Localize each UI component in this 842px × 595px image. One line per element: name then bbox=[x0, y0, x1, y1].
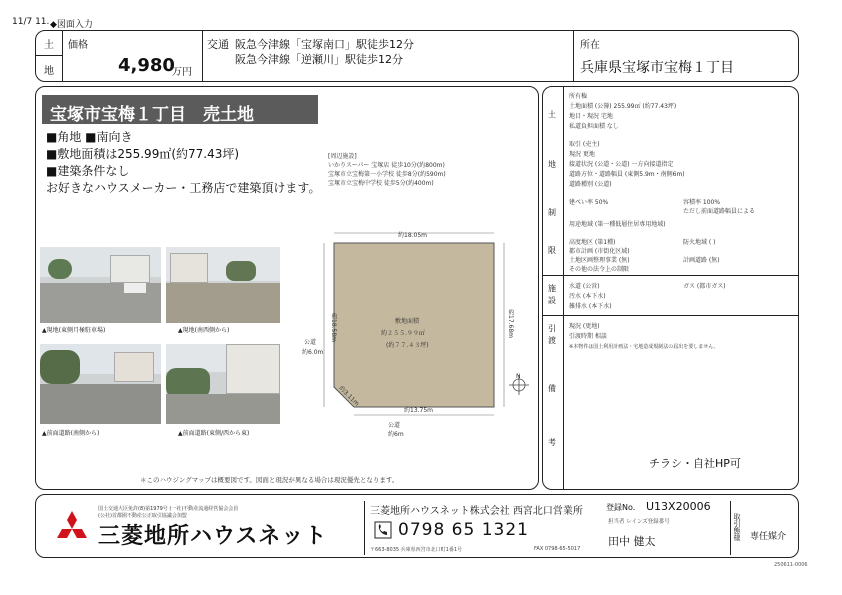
spec-row-19: その他の法令上の制限 bbox=[569, 266, 630, 273]
nearby-1: いかりスーパー 宝塚店 徒歩10分(約800m) bbox=[328, 162, 445, 169]
road-bottom-width: 約6m bbox=[388, 431, 404, 438]
nearby-title: [周辺施設] bbox=[328, 153, 357, 160]
phone-number: 0798 65 1321 bbox=[398, 520, 529, 540]
nearby-2: 宝塚市立宝梅第一小学校 徒歩8分(約590m) bbox=[328, 171, 446, 178]
spec-row-9: 道路種別 (公道) bbox=[569, 181, 612, 188]
reg-label: 登録No. bbox=[606, 503, 636, 512]
feature-4: お好きなハウスメーカー・工務店で建築頂けます。 bbox=[46, 181, 321, 195]
spec-row-3: 地目・現況 宅地 bbox=[569, 113, 613, 120]
location-value: 兵庫県宝塚市宝梅１丁目 bbox=[580, 60, 734, 76]
feature-1: ■角地 ■南向き bbox=[46, 130, 133, 144]
util-2: ガス (都市ガス) bbox=[683, 283, 726, 290]
price-unit: 万円 bbox=[172, 67, 192, 78]
caption-4: ▲前面道路(東側/西から東) bbox=[178, 430, 250, 437]
fax-number: FAX 0798-65-5017 bbox=[534, 546, 581, 552]
reg-number: U13X20006 bbox=[646, 500, 711, 513]
spec-panel bbox=[542, 86, 799, 490]
sec-land-4: 限 bbox=[548, 246, 556, 255]
caption-1: ▲現地(東側月極駐車場) bbox=[42, 327, 106, 334]
site-area-title: 敷地面積 bbox=[395, 318, 420, 325]
spec-row-18: 計画道路 (無) bbox=[683, 257, 720, 264]
spec-row-6: 現況 更地 bbox=[569, 151, 595, 158]
dim-right: 約17.68m bbox=[507, 309, 514, 339]
location-label: 所在 bbox=[580, 40, 600, 51]
feature-2: ■敷地面積は255.99㎡(約77.43坪) bbox=[46, 147, 240, 161]
category-char-1: 土 bbox=[44, 40, 54, 51]
util-1: 水道 (公営) bbox=[569, 283, 600, 290]
photo-road-east bbox=[166, 344, 280, 424]
price-value: 4,980 bbox=[118, 55, 175, 76]
spec-row-8: 道路方位・道路幅員 (東側5.9m・南側6m) bbox=[569, 171, 685, 178]
license-line-1: 国土交通大臣免許(8)第1979号 (一社)不動産流通経営協会会員 bbox=[98, 506, 239, 512]
road-left-width: 約6.0m bbox=[302, 349, 324, 356]
util-4: 雑排水 (本下水) bbox=[569, 303, 612, 310]
transport-line-1: 阪急今津線「宝塚南口」駅徒歩12分 bbox=[235, 38, 414, 51]
category-char-2: 地 bbox=[44, 66, 54, 77]
dim-top: 約18.05m bbox=[398, 232, 428, 239]
photo-road-south bbox=[40, 344, 161, 424]
spec-row-14: 高度地区 (第1種) bbox=[569, 239, 616, 246]
company-name: 三菱地所ハウスネット株式会社 西宮北口営業所 bbox=[370, 506, 583, 517]
sec-remarks-4: 考 bbox=[548, 438, 556, 447]
sec-remarks-2: 渡 bbox=[548, 336, 556, 345]
timestamp: 11/7 11. bbox=[12, 17, 50, 27]
site-area-tsubo: (約７７.４３坪) bbox=[386, 342, 429, 349]
road-bottom-label: 公道 bbox=[388, 422, 401, 429]
footer-box bbox=[35, 494, 799, 558]
feature-3: ■建築条件なし bbox=[46, 164, 130, 178]
sec-remarks-1: 引 bbox=[548, 324, 556, 333]
dim-bottom: 約13.75m bbox=[404, 407, 434, 414]
dim-left: 約18.58m bbox=[330, 313, 337, 343]
caption-2: ▲現地(南西側から) bbox=[178, 327, 230, 334]
spec-row-11: 容積率 100% bbox=[683, 199, 721, 206]
remark-1: 現況 (更地) bbox=[569, 323, 600, 330]
dim-corner: 約3.11m bbox=[337, 384, 361, 408]
sec-land-2: 地 bbox=[548, 160, 556, 169]
header-title: ◆図面入力 bbox=[50, 20, 93, 30]
trade-label: 取引態様 bbox=[733, 513, 741, 541]
road-left-label: 公道 bbox=[304, 339, 317, 346]
license-line-2: (公社)首都圏不動産公正取引協議会加盟 bbox=[98, 513, 187, 519]
document-id: 250611-0006 bbox=[774, 562, 808, 568]
remark-3: ※本物件は国土利用計画法・宅地造成規制法の届出を要しません。 bbox=[569, 344, 719, 350]
spec-row-7: 接道状況 (公道・公道) 一方向接道指定 bbox=[569, 161, 674, 168]
site-plan bbox=[284, 221, 534, 431]
caption-3: ▲前面道路(南側から) bbox=[42, 430, 100, 437]
photo-site-east bbox=[40, 247, 161, 323]
north-label: N bbox=[516, 373, 521, 380]
map-note: ＊このハウジングマップは概要図です。図面と現況が異なる場合は現況優先となります。 bbox=[140, 476, 399, 484]
sec-land-1: 土 bbox=[548, 110, 556, 119]
lot-shape bbox=[334, 243, 494, 407]
spec-row-12: ただし前面道路幅員による bbox=[683, 208, 756, 215]
remark-2: 引渡時期 相談 bbox=[569, 333, 607, 340]
site-area-m2: 約２５５.９９㎡ bbox=[381, 330, 425, 337]
flyer-note: チラシ・自社HP可 bbox=[649, 457, 741, 470]
phone-icon bbox=[374, 521, 392, 539]
sec-land-3: 制 bbox=[548, 208, 556, 217]
spec-row-13: 用途地域 (第一種低層住居専用地域) bbox=[569, 221, 666, 228]
listing-title: 宝塚市宝梅１丁目 売土地 bbox=[50, 105, 254, 125]
sec-remarks-3: 備 bbox=[548, 384, 556, 393]
spec-row-1: 所有権 bbox=[569, 93, 588, 100]
sec-util-1: 施 bbox=[548, 284, 556, 293]
transport-line-2: 阪急今津線「逆瀬川」駅徒歩12分 bbox=[235, 53, 403, 66]
price-label: 価格 bbox=[68, 40, 88, 51]
sec-util-2: 設 bbox=[548, 296, 556, 305]
company-logo-text: 三菱地所ハウスネット bbox=[98, 524, 328, 549]
spec-row-16: 都市計画 (市街化区域) bbox=[569, 248, 630, 255]
main-panel bbox=[35, 86, 539, 490]
spec-row-2: 土地面積 (公簿) 255.99㎡ (約77.43坪) bbox=[569, 103, 677, 110]
util-3: 汚水 (本下水) bbox=[569, 293, 606, 300]
sub-info: 担当者 レインズ登録番号 bbox=[608, 519, 670, 525]
spec-row-15: 防火地域 ( ) bbox=[683, 239, 716, 246]
staff-name: 田中 健太 bbox=[608, 535, 656, 548]
transport-label: 交通 bbox=[207, 38, 229, 51]
spec-row-4: 私道負担面積 なし bbox=[569, 123, 619, 130]
trade-value: 専任媒介 bbox=[750, 532, 787, 542]
spec-row-10: 建ぺい率 50% bbox=[569, 199, 609, 206]
mitsubishi-logo-icon bbox=[50, 510, 94, 550]
company-address: 〒663-8035 兵庫県西宮市北口町1番1号 bbox=[370, 547, 463, 553]
photo-site-southwest bbox=[166, 247, 280, 323]
spec-row-17: 土地区画整理事業 (無) bbox=[569, 257, 630, 264]
title-banner bbox=[42, 95, 318, 124]
nearby-3: 宝塚市立宝梅中学校 徒歩5分(約400m) bbox=[328, 180, 434, 187]
summary-box bbox=[35, 30, 799, 82]
spec-row-5: 取引 (売主) bbox=[569, 141, 600, 148]
